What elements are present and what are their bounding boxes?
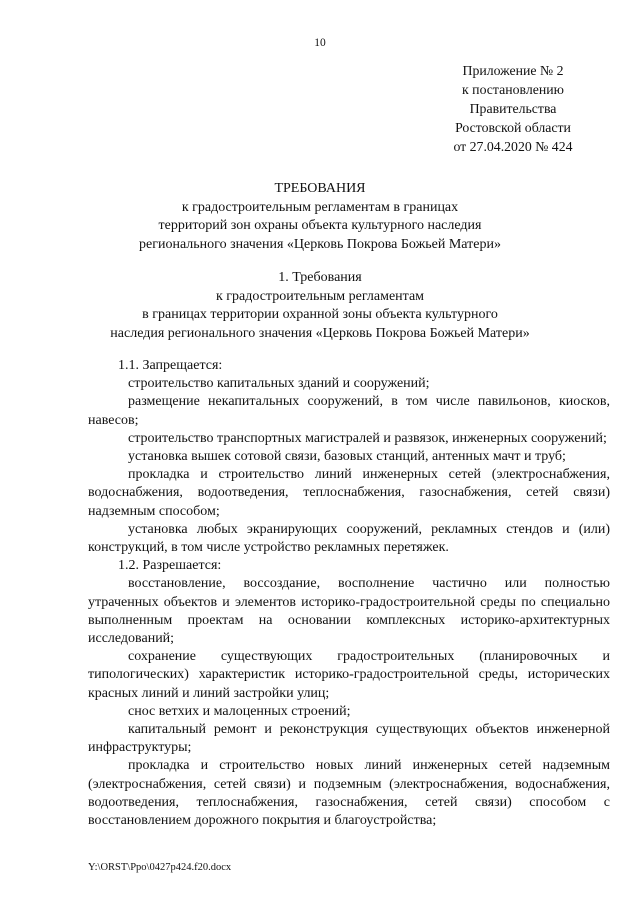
prohibited-item: установка вышек сотовой связи, базовых станций, антенных мачт и труб;	[128, 449, 566, 465]
section-heading-line: в границах территории охранной зоны объекта культурного	[142, 307, 498, 322]
section-heading-line: 1. Требования	[278, 270, 362, 285]
prohibited-item: прокладка и строительство линий инженерных сетей (электроснабжения, водоснабжения, водоотведения, теплоснабжения, газоснабжения, сетей связи) надземным способом;	[88, 467, 610, 519]
allowed-item: сохранение существующих градостроительных (планировочных и типологических) характеристик историко-градостроительной среды, исторических красных линий и линий застройки улиц;	[88, 649, 610, 701]
allowed-item: восстановление, воссоздание, восполнение частично или полностью утраченных объектов и элементов историко-градостроительной среды по специально выполненным проектам на основании комплексных историко-архитектурных исследований;	[88, 576, 610, 647]
section-heading-line: наследия регионального значения «Церковь Покрова Божьей Матери»	[110, 325, 530, 341]
body-text	[88, 357, 610, 830]
annex-block	[438, 61, 588, 156]
section-heading	[60, 269, 580, 343]
allowed-item: прокладка и строительство новых линий инженерных сетей надземным (электроснабжения, сетей связи) и подземным (электроснабжения, водоснабжения, водоотведения, теплоснабжения, газоснабжения, сетей связи) способом с восстановлением дорожного покрытия и благоустройства;	[88, 758, 610, 829]
annex-line: от 27.04.2020 № 424	[453, 139, 573, 154]
allowed-heading: 1.2. Разрешается:	[118, 558, 222, 574]
annex-line: Ростовской области	[455, 120, 571, 135]
prohibited-item: размещение некапитальных сооружений, в том числе павильонов, киосков, навесов;	[88, 394, 610, 428]
file-path-footer: Y:\ORST\Ppo\0427p424.f20.docx	[88, 862, 232, 873]
allowed-item: снос ветхих и малоценных строений;	[128, 703, 351, 719]
allowed-item: капитальный ремонт и реконструкция существующих объектов инженерной инфраструктуры;	[88, 722, 610, 756]
prohibited-item: строительство транспортных магистралей и развязок, инженерных сооружений;	[128, 430, 607, 446]
prohibited-item: строительство капитальных зданий и сооружений;	[128, 376, 430, 392]
annex-line: к постановлению	[462, 82, 564, 97]
prohibited-heading: 1.1. Запрещается:	[118, 358, 223, 373]
annex-line: Приложение № 2	[462, 63, 564, 78]
title-line: регионального значения «Церковь Покрова Божьей Матери»	[139, 236, 501, 252]
title-line: территорий зон охраны объекта культурного наследия	[158, 218, 482, 233]
title-line: к градостроительным регламентам в границах	[181, 199, 459, 215]
page-number: 10	[314, 37, 326, 49]
document-title	[60, 180, 580, 254]
section-heading-line: к градостроительным регламентам	[215, 288, 425, 304]
prohibited-item: установка любых экранирующих сооружений, рекламных стендов и (или) конструкций, в том числе устройство рекламных перетяжек.	[88, 521, 610, 556]
annex-line: Правительства	[469, 101, 557, 116]
title-heading: ТРЕБОВАНИЯ	[274, 181, 366, 196]
